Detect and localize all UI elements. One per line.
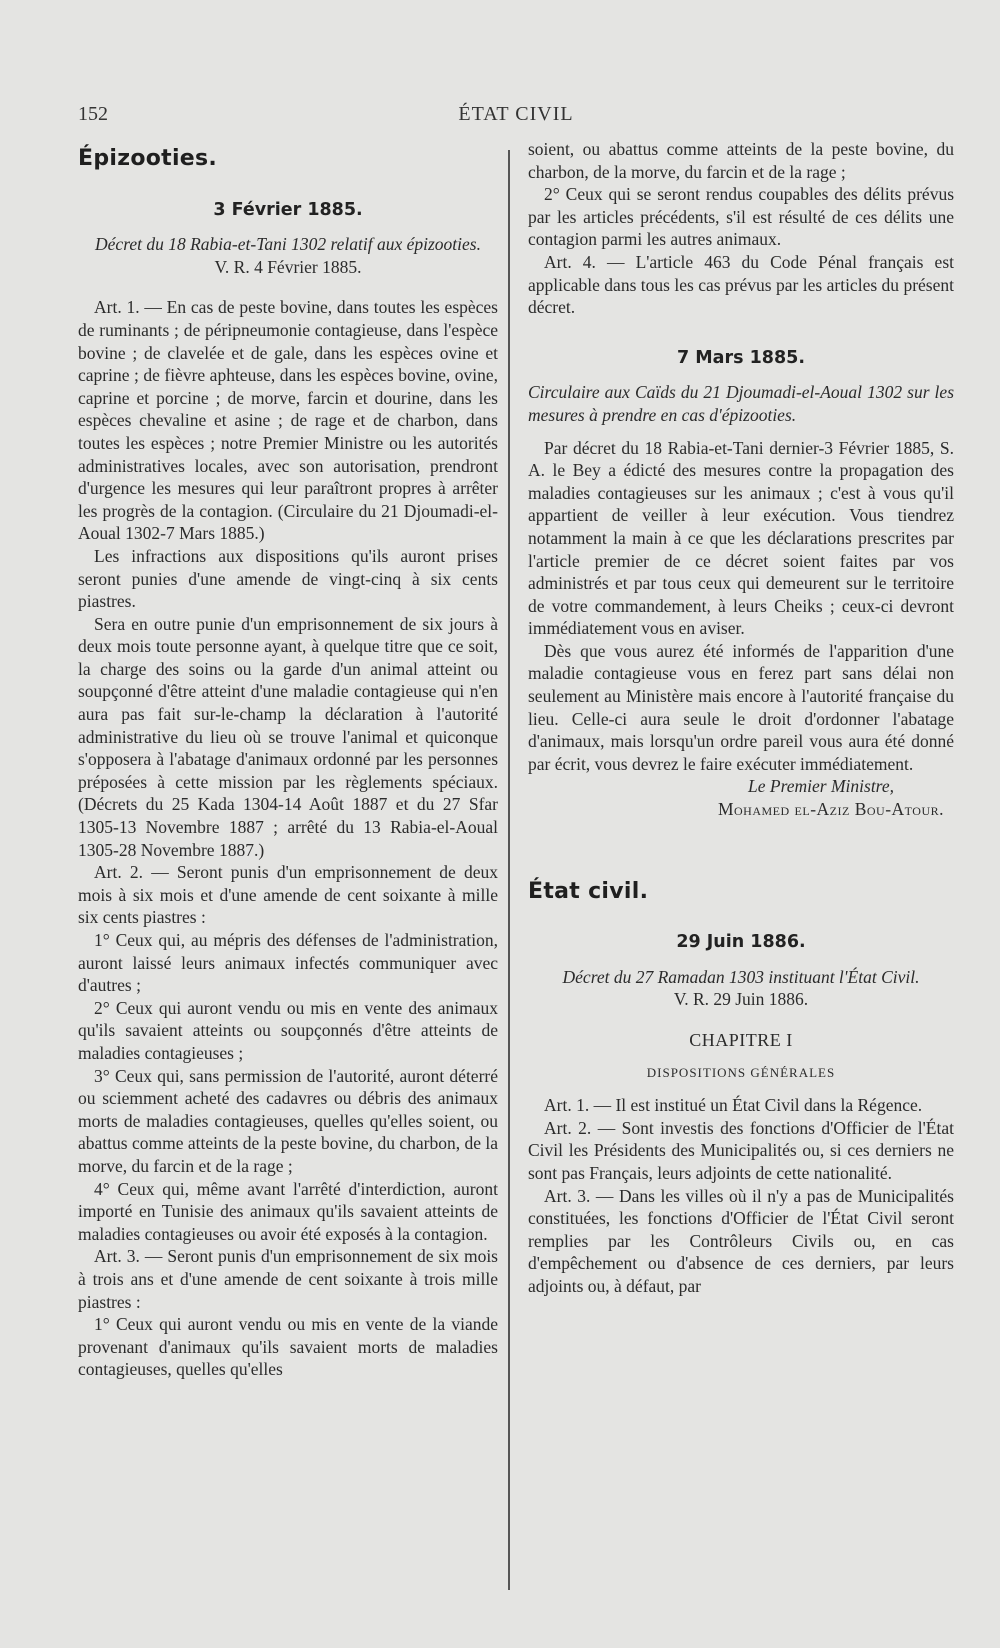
dispositions-heading: DISPOSITIONS GÉNÉRALES: [646, 1064, 836, 1080]
paragraph: 2° Ceux qui se seront rendus coupables des délits prévus par les articles précédents, s'il est résulté de ces délits une contagion parmi les autres animaux.: [528, 184, 954, 250]
paragraph: Par décret du 18 Rabia-et-Tani dernier-3 Février 1885, S. A. le Bey a édicté des mesures contre la propagation des maladies contagieuses sur les animaux ; c'est à vous qu'il appartient de veiller à leur exécution. Vous tiendrez notamment la main à ce que les déclarations prescrites par l'article premier de ce décret soient faites par vos administrés et par tous ceux qui demeurent sur le territoire de votre commandement, à leurs Cheiks ; ceux-ci devront immédiatement vous en aviser.: [528, 437, 954, 639]
circular-title: Circulaire aux Caïds du 21 Djoumadi-el-Aoual 1302 sur les mesures à prendre en cas d'épizooties.: [528, 382, 954, 425]
paragraph: soient, ou abattus comme atteints de la peste bovine, du charbon, de la morve, du farcin et de la rage ;: [528, 139, 954, 182]
spacer: [528, 427, 954, 437]
signature-title: Le Premier Ministre,: [748, 776, 894, 797]
signature-name: Mohamed el-Aziz Bou-Atour.: [717, 799, 944, 820]
paragraph: 4° Ceux qui, même avant l'arrêté d'interdiction, auront importé en Tunisie des animaux qu'ils savaient atteints de maladies contagieuses ou avoir été exposés à la contagion.: [78, 1178, 498, 1244]
circular-date: 7 Mars 1885.: [677, 347, 805, 368]
paragraph: Art. 1. — Il est institué un État Civil dans la Régence.: [544, 1095, 923, 1116]
decree-date: 3 Février 1885.: [213, 199, 363, 220]
paragraph: Sera en outre punie d'un emprisonnement de six jours à deux mois toute personne ayant, à quelque titre que ce soit, la charge des soins ou la garde d'un animal atteint ou soupçonné d'être atteint d'une maladie contagieuse qui n'en aura pas fait sur-le-champ la déclaration à l'autorité administrative du lieu où se trouve l'animal et quiconque s'opposera à l'abatage d'animaux ordonné par les personnes préposées à cette mission par les règlements spéciaux. (Décrets du 25 Kada 1304-14 Août 1887 et du 27 Sfar 1305-13 Novembre 1887 ; arrêté du 13 Rabia-el-Aoual 1305-28 Novembre 1887.): [78, 613, 498, 860]
decree2-vr: V. R. 29 Juin 1886.: [673, 989, 809, 1010]
paragraph: Art. 2. — Seront punis d'un emprisonnement de deux mois à six mois et d'une amende de cent soixante à mille six cents piastres :: [78, 862, 498, 928]
paragraph: 3° Ceux qui, sans permission de l'autorité, auront déterré ou sciemment acheté des cadavres ou débris des animaux morts de maladies contagieuses, quelles qu'elles soient, ou abattus comme atteints de la peste bovine, du charbon, de la morve, du farcin et de la rage ;: [78, 1065, 498, 1176]
decree2-date: 29 Juin 1886.: [676, 932, 806, 953]
paragraph: Art. 4. — L'article 463 du Code Pénal français est applicable dans tous les cas prévus par les articles du présent décret.: [528, 251, 954, 318]
right-column: [528, 138, 954, 1298]
spacer: [528, 821, 954, 873]
page-header: [78, 103, 954, 133]
paragraph: Art. 1. — En cas de peste bovine, dans toutes les espèces de ruminants ; de péripneumonie contagieuse, dans l'espèce bovine ; de clavelée et de gale, dans les espèces ovine et caprine ; de fièvre aphteuse, dans les espèces bovine, ovine, caprine et porcine ; de morve, farcin et dourine, dans les espèces chevaline et asine ; de rage et de charbon, dans toutes les espèces ; notre Premier Ministre ou les autorités administratives locales, avec son autorisation, prendront d'urgence les mesures qui leur paraîtront propres à arrêter les progrès de la contagion. (Circulaire du 21 Djoumadi-el-Aoual 1302-7 Mars 1885.): [78, 297, 498, 544]
paragraph: Art. 3. — Seront punis d'un emprisonnement de six mois à trois ans et d'une amende de cent soixante à trois mille piastres :: [78, 1246, 498, 1312]
paragraph: 1° Ceux qui auront vendu ou mis en vente de la viande provenant d'animaux qu'ils savaient morts de maladies contagieuses, quelles qu'elles: [78, 1314, 498, 1380]
chapter-heading: CHAPITRE I: [689, 1030, 793, 1050]
page-number: 152: [78, 103, 108, 125]
paragraph: Art. 3. — Dans les villes où il n'y a pas de Municipalités constituées, les fonctions d'Officier de l'État Civil seront remplies par les Contrôleurs Civils ou, en cas d'empêchement ou d'absence de ces derniers, par leurs adjoints ou, à défaut, par: [528, 1185, 954, 1296]
decree-vr: V. R. 4 Février 1885.: [214, 256, 362, 277]
column-divider: [508, 150, 510, 1590]
paragraph: 2° Ceux qui auront vendu ou mis en vente des animaux qu'ils savaient atteints ou soupçonnés d'être atteints de maladies contagieuses ;: [78, 997, 498, 1063]
section-title-epizooties: Épizooties.: [78, 146, 218, 171]
paragraph: Dès que vous aurez été informés de l'apparition d'une maladie contagieuse vous en ferez part sans délai non seulement au Ministère mais encore à l'autorité française du lieu. Celle-ci aura seule le droit d'ordonner l'abatage d'animaux, mais lorsqu'un ordre pareil vous aura été donné par écrit, vous devrez le faire exécuter immédiatement.: [528, 640, 954, 774]
decree2-title: Décret du 27 Ramadan 1303 instituant l'État Civil.: [562, 966, 920, 987]
paragraph: 1° Ceux qui, au mépris des défenses de l'administration, auront laissé leurs animaux infectés communiquer avec d'autres ;: [78, 930, 498, 996]
left-column: [78, 140, 498, 1381]
decree-title: Décret du 18 Rabia-et-Tani 1302 relatif aux épizooties.: [95, 234, 481, 255]
section-title-etat-civil: État civil.: [528, 878, 649, 904]
paragraph: Les infractions aux dispositions qu'ils auront prises seront punies d'une amende de vingt-cinq à six cents piastres.: [78, 545, 498, 612]
spacer: [78, 278, 498, 296]
running-title: ÉTAT CIVIL: [458, 103, 574, 125]
paragraph: Art. 2. — Sont investis des fonctions d'Officier de l'État Civil les Présidents des Municipalités ou, si ces derniers ne sont pas Français, leurs adjoints de cette nationalité.: [528, 1117, 954, 1183]
spacer: [528, 319, 954, 337]
